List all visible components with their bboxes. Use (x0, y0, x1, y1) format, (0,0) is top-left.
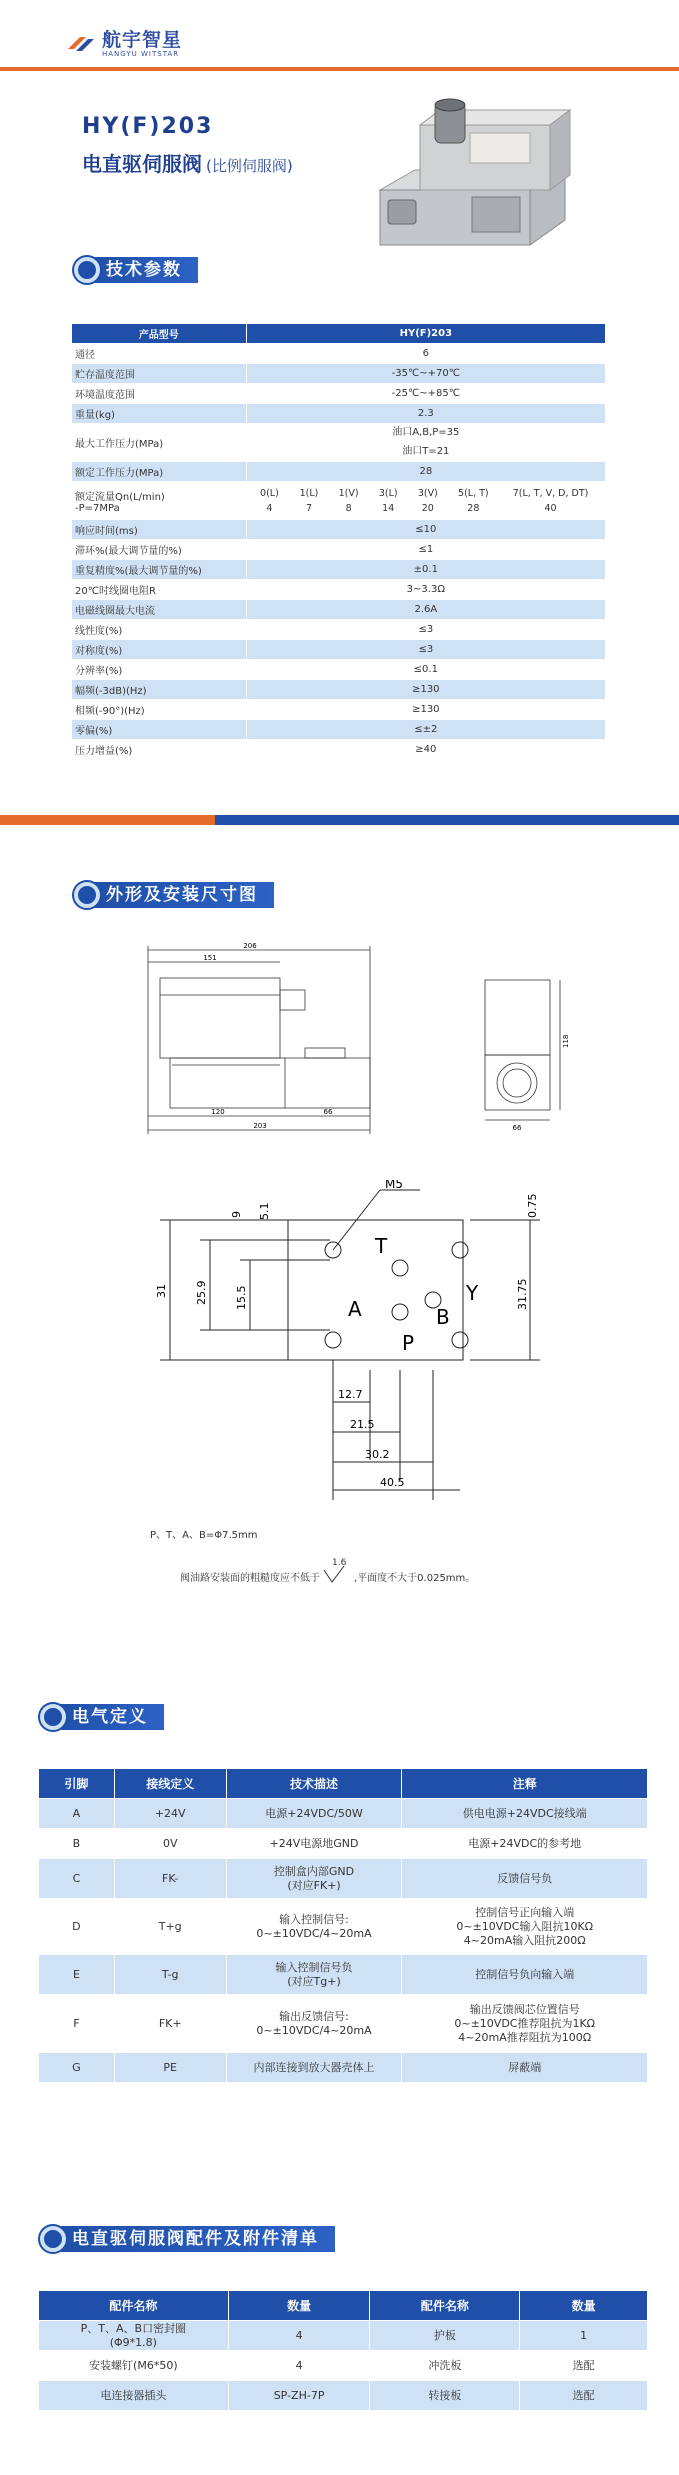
accessory-row (39, 2321, 648, 2351)
electrical-def: FK+ (114, 1995, 226, 2053)
port-pattern-drawing (140, 1180, 560, 1500)
electrical-desc: 电源+24VDC/50W (226, 1799, 402, 1829)
spec-label: 重量(kg) (72, 404, 247, 424)
spec-label: 分辨率(%) (72, 660, 247, 680)
electrical-table (38, 1768, 648, 2083)
electrical-note: 输出反馈阀芯位置信号 0~±10VDC推荐阻抗为1KΩ 4~20mA推荐阻抗为100Ω (402, 1995, 648, 2053)
section-electrical-title: 电气定义 (54, 1704, 164, 1730)
flow-code: 7(L, T, V, D, DT) (512, 487, 589, 499)
spec-label: 20℃时线圈电阻R (72, 580, 247, 600)
accessories-table (38, 2290, 648, 2411)
product-photo (360, 95, 580, 255)
dim-0-75: 0.75 (526, 1193, 539, 1218)
specs-row (72, 520, 606, 540)
specs-header-model: HY(F)203 (246, 324, 605, 344)
spec-value: 6 (246, 344, 605, 364)
section-accessories-header (40, 2225, 335, 2253)
specs-row (72, 580, 606, 600)
flow-value: 8 (345, 502, 352, 514)
spec-label: 相频(-90°)(Hz) (72, 700, 247, 720)
acc-header-name-1: 配件名称 (39, 2291, 229, 2321)
product-model-title: HY(F)203 (82, 114, 214, 139)
flow-code: 3(V) (417, 487, 438, 499)
spec-label: 额定工作压力(MPa) (72, 462, 247, 482)
electrical-note: 供电电源+24VDC接线端 (402, 1799, 648, 1829)
acc-header-qty-1: 数量 (228, 2291, 370, 2321)
spec-label: 线性度(%) (72, 620, 247, 640)
spec-value: 28 (246, 462, 605, 482)
logo-english: HANGYU WITSTAR (102, 50, 180, 58)
spec-label: 压力增益(%) (72, 740, 247, 760)
flow-values (246, 482, 605, 520)
product-name-title (82, 148, 293, 177)
electrical-note: 反馈信号负 (402, 1859, 648, 1899)
accessory-cell: 选配 (520, 2351, 648, 2381)
brand-logo (66, 30, 182, 58)
dim-31: 31 (155, 1284, 168, 1298)
electrical-desc: 输出反馈信号: 0~±10VDC/4~20mA (226, 1995, 402, 2053)
outline-drawing (130, 940, 570, 1140)
flow-value: 4 (266, 502, 273, 514)
spec-value: ≤3 (246, 620, 605, 640)
electrical-header-pin: 引脚 (39, 1769, 115, 1799)
accessory-cell: 4 (228, 2351, 370, 2381)
spec-value: 2.6A (246, 600, 605, 620)
spec-value: ≤10 (246, 520, 605, 540)
section-bullet-icon (40, 1704, 66, 1730)
electrical-desc: 控制盒内部GND (对应FK+) (226, 1859, 402, 1899)
dim-40-5: 40.5 (380, 1476, 405, 1489)
electrical-note: 屏蔽端 (402, 2053, 648, 2083)
dim-30-2: 30.2 (365, 1448, 390, 1461)
accessory-cell: 护板 (370, 2321, 520, 2351)
section-bullet-icon (74, 882, 100, 908)
specs-row (72, 344, 606, 364)
dim-31-75: 31.75 (516, 1278, 529, 1310)
dim-120: 120 (211, 1108, 225, 1116)
accessory-row (39, 2381, 648, 2411)
roughness-note-b: ,平面度不大于0.025mm。 (354, 1572, 476, 1584)
dim-m5: M5 (385, 1180, 403, 1191)
specs-header-row (72, 324, 606, 344)
electrical-pin: D (39, 1899, 115, 1955)
spec-label (72, 482, 247, 520)
electrical-row (39, 1829, 648, 1859)
specs-row (72, 600, 606, 620)
spec-label: 环境温度范围 (72, 384, 247, 404)
accessory-cell: 电连接器插头 (39, 2381, 229, 2411)
specs-header-label: 产品型号 (72, 324, 247, 344)
specs-row (72, 700, 606, 720)
electrical-def: +24V (114, 1799, 226, 1829)
electrical-header-desc: 技术描述 (226, 1769, 402, 1799)
specs-row-rated (72, 462, 606, 482)
specs-row (72, 404, 606, 424)
electrical-desc: 输入控制信号: 0~±10VDC/4~20mA (226, 1899, 402, 1955)
electrical-header-def: 接线定义 (114, 1769, 226, 1799)
spec-label: 幅频(-3dB)(Hz) (72, 680, 247, 700)
pressure-value-t: 油口T=21 (402, 446, 450, 457)
product-name: 电直驱伺服阀 (82, 152, 202, 176)
roughness-note (180, 1558, 476, 1586)
spec-label: 对称度(%) (72, 640, 247, 660)
roughness-note-a: 阀油路安装面的粗糙度应不低于 (180, 1572, 320, 1584)
roughness-symbol-icon (322, 1558, 352, 1586)
accessory-row (39, 2351, 648, 2381)
accessory-cell: SP-ZH-7P (228, 2381, 370, 2411)
port-y: Y (466, 1281, 479, 1305)
section-specs-title: 技术参数 (88, 257, 198, 283)
port-diameter-note: P、T、A、B=Φ7.5mm (150, 1530, 258, 1541)
flow-value: 14 (382, 502, 395, 514)
spec-label: 通径 (72, 344, 247, 364)
flow-value: 28 (467, 502, 480, 514)
spec-label: 零偏(%) (72, 720, 247, 740)
dim-66-side: 66 (512, 1124, 522, 1132)
flow-value: 20 (421, 502, 434, 514)
logo-chinese: 航宇智星 (102, 29, 183, 51)
spec-value: -35℃~+70℃ (246, 364, 605, 384)
electrical-def: FK- (114, 1859, 226, 1899)
spec-value: ≤0.1 (246, 660, 605, 680)
spec-label: 电磁线圈最大电流 (72, 600, 247, 620)
flow-code: 1(V) (338, 487, 359, 499)
dim-9: 9 (230, 1211, 243, 1218)
dim-118: 118 (562, 1034, 570, 1048)
dim-203: 203 (253, 1122, 267, 1130)
specs-row-pressure (72, 424, 606, 462)
port-b: B (436, 1305, 450, 1329)
specs-row (72, 560, 606, 580)
section-accessories-title: 电直驱伺服阀配件及附件清单 (54, 2226, 335, 2252)
spec-value: ≥130 (246, 680, 605, 700)
specs-table (71, 323, 606, 760)
accessories-header-row (39, 2291, 648, 2321)
specs-row (72, 740, 606, 760)
accessory-cell: 转接板 (370, 2381, 520, 2411)
electrical-note: 控制信号正向输入端 0~±10VDC输入阻抗10KΩ 4~20mA输入阻抗200Ω (402, 1899, 648, 1955)
wing-logo-icon (66, 33, 96, 55)
electrical-desc: 内部连接到放大器壳体上 (226, 2053, 402, 2083)
spec-label: 贮存温度范围 (72, 364, 247, 384)
electrical-row (39, 2053, 648, 2083)
section-dimensions-title: 外形及安装尺寸图 (88, 882, 274, 908)
flow-code: 5(L, T) (458, 487, 489, 499)
specs-row (72, 364, 606, 384)
electrical-pin: B (39, 1829, 115, 1859)
electrical-def: PE (114, 2053, 226, 2083)
port-p: P (402, 1331, 415, 1355)
acc-header-name-2: 配件名称 (370, 2291, 520, 2321)
spec-label: 滞环%(最大调节量的%) (72, 540, 247, 560)
roughness-value: 1.6 (332, 1558, 347, 1568)
electrical-def: T+g (114, 1899, 226, 1955)
spec-label: 重复精度%(最大调节量的%) (72, 560, 247, 580)
flow-value: 40 (544, 502, 557, 514)
electrical-def: T-g (114, 1955, 226, 1995)
accessory-cell: 4 (228, 2321, 370, 2351)
flow-code: 3(L) (378, 487, 398, 499)
specs-row (72, 384, 606, 404)
dim-151: 151 (203, 954, 217, 962)
electrical-pin: G (39, 2053, 115, 2083)
electrical-desc: +24V电源地GND (226, 1829, 402, 1859)
spec-value: ≤±2 (246, 720, 605, 740)
electrical-desc: 输入控制信号负 (对应Tg+) (226, 1955, 402, 1995)
spec-label: 响应时间(ms) (72, 520, 247, 540)
electrical-row (39, 1859, 648, 1899)
electrical-pin: A (39, 1799, 115, 1829)
dim-206: 206 (243, 942, 257, 950)
specs-row (72, 620, 606, 640)
accessory-cell: 1 (520, 2321, 648, 2351)
electrical-row (39, 1799, 648, 1829)
spec-value: ≤1 (246, 540, 605, 560)
accessory-cell: 选配 (520, 2381, 648, 2411)
electrical-note: 控制信号负向输入端 (402, 1955, 648, 1995)
accessory-cell: P、T、A、B口密封圈 (Φ9*1.8) (39, 2321, 229, 2351)
specs-row-flow (72, 482, 606, 520)
section-bullet-icon (74, 257, 100, 283)
section-bullet-icon (40, 2226, 66, 2252)
flow-label-line1: 额定流量Qn(L/min) (75, 491, 165, 503)
acc-header-qty-2: 数量 (520, 2291, 648, 2321)
section-specs-header (74, 256, 198, 284)
dim-5-1: 5.1 (258, 1202, 271, 1220)
electrical-row (39, 1995, 648, 2053)
electrical-pin: E (39, 1955, 115, 1995)
port-t: T (375, 1234, 388, 1258)
spec-value: ±0.1 (246, 560, 605, 580)
electrical-pin: C (39, 1859, 115, 1899)
accessory-cell: 安装螺钉(M6*50) (39, 2351, 229, 2381)
pressure-value-abp: 油口A,B,P=35 (247, 424, 605, 443)
electrical-def: 0V (114, 1829, 226, 1859)
section-dimensions-header (74, 881, 274, 909)
accessory-cell: 冲洗板 (370, 2351, 520, 2381)
spec-value: ≥130 (246, 700, 605, 720)
specs-row (72, 540, 606, 560)
spec-value: 3~3.3Ω (246, 580, 605, 600)
dim-12-7: 12.7 (338, 1388, 363, 1401)
electrical-row (39, 1955, 648, 1995)
flow-code: 0(L) (260, 487, 279, 499)
dim-25-9: 25.9 (195, 1280, 208, 1305)
product-subtitle: (比例伺服阀) (206, 157, 293, 175)
electrical-note: 电源+24VDC的参考地 (402, 1829, 648, 1859)
spec-value: ≤3 (246, 640, 605, 660)
flow-value: 7 (305, 502, 313, 514)
electrical-header-row (39, 1769, 648, 1799)
dim-15-5: 15.5 (235, 1285, 248, 1310)
section-divider-bars (0, 815, 679, 825)
electrical-header-note: 注释 (402, 1769, 648, 1799)
specs-row (72, 660, 606, 680)
spec-label: 最大工作压力(MPa) (72, 424, 247, 462)
spec-value: 2.3 (246, 404, 605, 424)
electrical-row (39, 1899, 648, 1955)
dim-21-5: 21.5 (350, 1418, 375, 1431)
specs-row (72, 720, 606, 740)
specs-row (72, 640, 606, 660)
flow-code: 1(L) (299, 487, 319, 499)
section-electrical-header (40, 1703, 164, 1731)
spec-value: -25℃~+85℃ (246, 384, 605, 404)
header-divider (0, 67, 679, 71)
electrical-pin: F (39, 1995, 115, 2053)
flow-label-line2: -P=7MPa (75, 502, 120, 514)
specs-row (72, 680, 606, 700)
dim-66: 66 (323, 1108, 333, 1116)
port-a: A (348, 1297, 362, 1321)
spec-value (246, 424, 605, 462)
spec-value: ≥40 (246, 740, 605, 760)
